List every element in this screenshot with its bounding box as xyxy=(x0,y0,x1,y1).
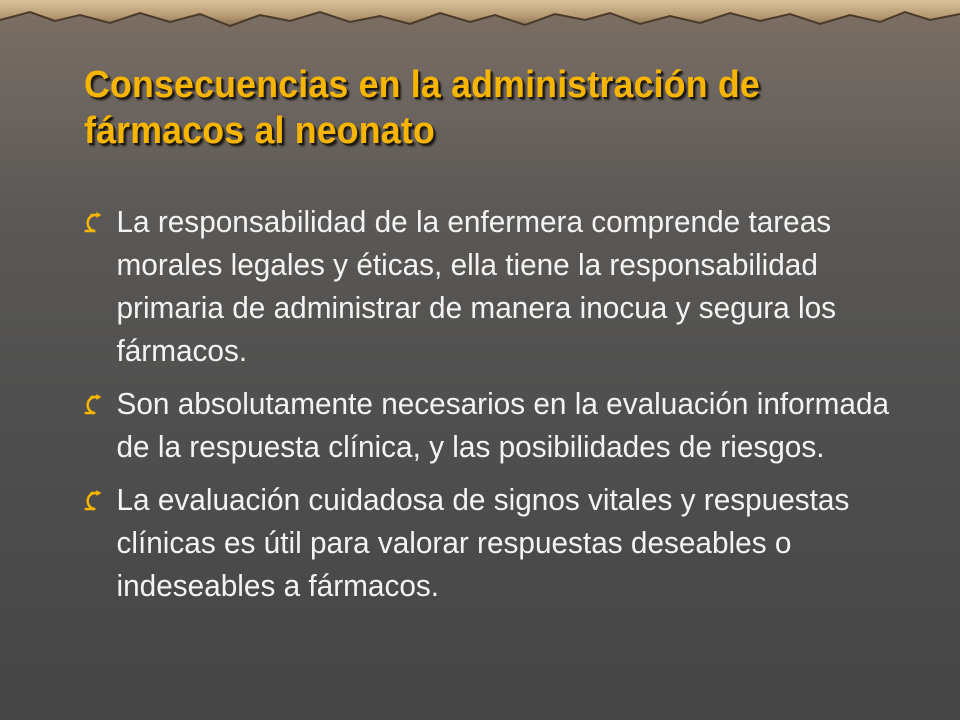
arrow-bullet-icon xyxy=(80,212,105,234)
slide-title: Consecuencias en la administración de fármacos al neonato xyxy=(84,64,760,152)
bullet-text: La responsabilidad de la enfermera comprende tareas morales legales y éticas, ella tiene la responsabilidad primaria de administrar de manera inocua y segura los fármacos. xyxy=(116,204,837,368)
parchment-top-border xyxy=(0,0,960,36)
bullet-item xyxy=(80,382,906,468)
bullet-text: Son absolutamente necesarios en la evaluación informada de la respuesta clínica, y las posibilidades de riesgos. xyxy=(116,386,890,464)
bullet-item xyxy=(80,478,906,607)
bullet-item xyxy=(80,200,906,372)
bullet-list xyxy=(80,200,940,617)
arrow-bullet-icon xyxy=(80,394,105,416)
arrow-bullet-icon xyxy=(80,490,105,512)
bullet-text: La evaluación cuidadosa de signos vitales y respuestas clínicas es útil para valorar respuestas deseables o indeseables a fármacos. xyxy=(116,482,850,603)
